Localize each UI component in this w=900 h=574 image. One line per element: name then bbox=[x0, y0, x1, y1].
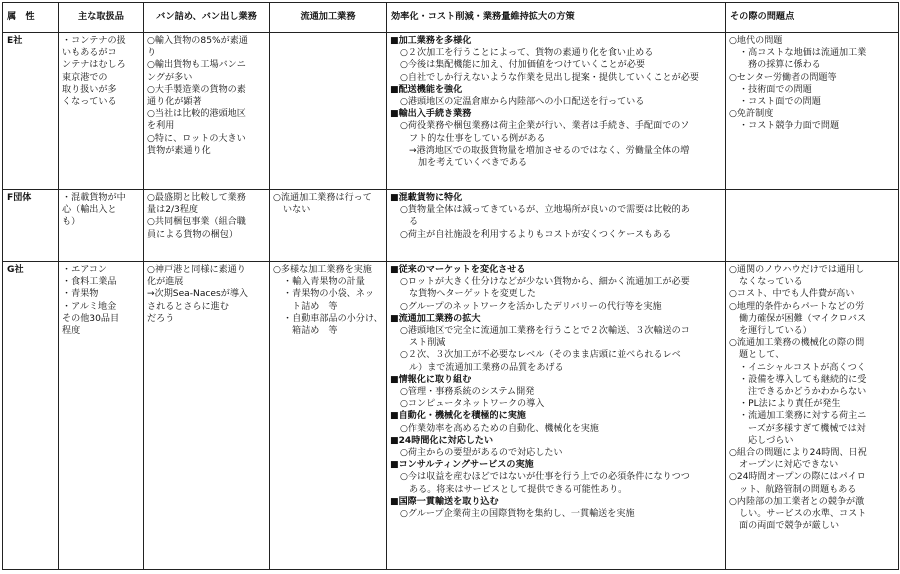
text-line: 貨物が素通り化 bbox=[147, 145, 211, 156]
text-line: ○神戸港と同様に素通り bbox=[147, 265, 246, 275]
table-row bbox=[3, 33, 899, 190]
text-line: ○コスト、中でも人件費が高い bbox=[729, 289, 855, 300]
text-line: ○当社は比較的港頭地区 bbox=[147, 109, 246, 120]
table-row bbox=[3, 190, 899, 262]
text-line: ・自動車部品の小分け、 bbox=[283, 313, 383, 324]
text-line: ○コンピュータネットワークの導入 bbox=[400, 399, 545, 410]
text-line: り bbox=[147, 48, 157, 59]
text-line: ○グループ企業荷主の国際貨物を集約し、一貫輸送を実施 bbox=[400, 509, 635, 520]
text-line: 働力確保が困難（マイクロバス bbox=[739, 313, 866, 324]
table-row bbox=[3, 262, 899, 570]
header-attribute: 属 性 bbox=[3, 3, 59, 33]
text-line: る bbox=[409, 217, 419, 228]
text-line: ○作業効率を高めるための自動化、機械化を実施 bbox=[400, 423, 599, 434]
text-line: ル）まで流通加工業務の品質をあげる bbox=[409, 362, 564, 373]
text-line: →次期Sea-Nacesが導入 bbox=[147, 289, 249, 300]
text-line: ○港頭地区で完全に流通加工業務を行うことで２次輸送、３次輸送のコ bbox=[400, 326, 690, 337]
problems-cell bbox=[726, 190, 899, 262]
section-heading: ■コンサルティングサービスの実施 bbox=[390, 460, 534, 471]
text-line: しい。サービスの水準、コスト bbox=[739, 509, 867, 520]
survey-table bbox=[2, 2, 899, 570]
text-line: ある。将来はサービスとして提供できる可能性あり。 bbox=[409, 484, 628, 495]
text-line: ○今は収益を産むほどではないが仕事を行う上での必須条件になりつつ bbox=[400, 472, 690, 483]
text-line: ○通関のノウハウだけでは通用し bbox=[729, 265, 865, 275]
processing-cell bbox=[270, 262, 387, 570]
attribute-cell: F団体 bbox=[3, 190, 59, 262]
text-line: ○最盛期と比較して業務 bbox=[147, 193, 246, 203]
text-line: 面の両面で競争が厳しい bbox=[739, 521, 840, 532]
text-line: →港湾地区での取扱貨物量を増加させるのではなく、労働量全体の増 bbox=[409, 145, 690, 156]
section-heading: ■自動化・機械化を積極的に実施 bbox=[390, 411, 526, 422]
text-line: 応しづらい bbox=[748, 435, 794, 446]
text-line: ・食料工業品 bbox=[62, 277, 117, 288]
text-line: ・イニシャルコストが高くつく bbox=[739, 362, 866, 373]
text-line: ○管理・事務系統のシステム開発 bbox=[400, 387, 535, 398]
text-line: ○ロットが大きく仕分けなどが少ない貨物から、細かく流通加工が必要 bbox=[400, 277, 690, 288]
section-heading: ■24時間化に対応したい bbox=[390, 435, 494, 446]
text-line: ト詰め 等 bbox=[292, 301, 338, 312]
text-line: ○荷主が自社施設を利用するよりもコストが安くつくケースもある bbox=[400, 229, 672, 240]
header-vanning: バン詰め、バン出し業務 bbox=[144, 3, 270, 33]
text-line: 程度 bbox=[62, 326, 81, 337]
text-line: ・混載貨物が中 bbox=[62, 193, 126, 203]
main-items-cell bbox=[59, 33, 144, 190]
text-line: ・流通加工業務に対する荷主ニ bbox=[739, 411, 867, 422]
text-line: ・アルミ地金 bbox=[62, 301, 117, 312]
text-line: を運行している） bbox=[739, 326, 812, 337]
section-heading: ■従来のマーケットを変化させる bbox=[390, 265, 526, 275]
processing-cell bbox=[270, 33, 387, 190]
text-line: 加を考えていくべきである bbox=[418, 158, 528, 169]
vanning-cell bbox=[144, 33, 270, 190]
main-items-cell bbox=[59, 262, 144, 570]
vanning-cell bbox=[144, 190, 270, 262]
main-items-cell bbox=[59, 190, 144, 262]
text-line: 化が進展 bbox=[147, 277, 184, 288]
text-line: ○多様な加工業務を実施 bbox=[273, 265, 372, 275]
text-line: ○24時間オープンの際にはパイロ bbox=[729, 472, 866, 483]
text-line: ○大手製造業の貨物の素 bbox=[147, 84, 246, 95]
text-line: ○港頭地区の定温倉庫から内陸部への小口配送を行っている bbox=[400, 97, 645, 108]
header-measures: 効率化・コスト削減・業務量維持拡大の方策 bbox=[387, 3, 726, 33]
text-line: も） bbox=[62, 217, 81, 228]
text-line: ・コスト競争力面で問題 bbox=[739, 121, 840, 132]
text-line: ○流通加工業務の機械化の際の問 bbox=[729, 338, 865, 349]
text-line: 員による貨物の梱包） bbox=[147, 229, 238, 240]
header-processing: 流通加工業務 bbox=[270, 3, 387, 33]
text-line: いない bbox=[283, 205, 311, 216]
text-line: ーズが多様すぎて機械では対 bbox=[748, 423, 866, 434]
text-line: 務の採算に係わる bbox=[748, 60, 821, 71]
vanning-cell bbox=[144, 262, 270, 570]
section-heading: ■配送機能を強化 bbox=[390, 84, 463, 95]
text-line: ・コンテナの扱 bbox=[62, 36, 126, 46]
header-problems: その際の問題点 bbox=[726, 3, 899, 33]
text-line: ○共同梱包事業（組合職 bbox=[147, 217, 246, 228]
text-line: ○センター労働者の問題等 bbox=[729, 72, 837, 83]
section-heading: ■輸出入手続き業務 bbox=[390, 109, 472, 120]
section-heading: ■流通加工業務の拡大 bbox=[390, 313, 481, 324]
text-line: ○内陸部の加工業者との競争が激 bbox=[729, 496, 865, 507]
text-line: されるとさらに進む bbox=[147, 301, 229, 312]
text-line: ○自社でしか行えないような作業を見出し提案・提供していくことが必要 bbox=[400, 72, 699, 83]
section-heading: ■国際一貫輸送を取り込む bbox=[390, 496, 499, 507]
header-row bbox=[3, 3, 899, 33]
measures-cell bbox=[387, 33, 726, 190]
text-line: ○地理的条件からパートなどの労 bbox=[729, 301, 865, 312]
text-line: ○免許制度 bbox=[729, 109, 774, 120]
text-line: ングが多い bbox=[147, 72, 193, 83]
text-line: ット、航路管制の問題もある bbox=[739, 484, 857, 495]
text-line: ンテナはむしろ bbox=[62, 60, 126, 71]
text-line: ○流通加工業務は行って bbox=[273, 193, 372, 203]
text-line: オープンに対応できない bbox=[739, 460, 839, 471]
processing-cell bbox=[270, 190, 387, 262]
text-line: ○輸入貨物の85%が素通 bbox=[147, 36, 248, 46]
measures-cell bbox=[387, 190, 726, 262]
attribute-cell: E社 bbox=[3, 33, 59, 190]
text-line: ○今後は集配機能に加え、付加価値をつけていくことが必要 bbox=[400, 60, 645, 71]
text-line: スト削減 bbox=[409, 338, 446, 349]
text-line: ○輸出貨物も工場バンニ bbox=[147, 60, 246, 71]
text-line: ○特に、ロットの大きい bbox=[147, 133, 246, 144]
text-line: ・青果物 bbox=[62, 289, 99, 300]
text-line: ・高コストな地価は流通加工業 bbox=[739, 48, 867, 59]
text-line: くなっている bbox=[62, 97, 117, 108]
section-heading: ■加工業務を多様化 bbox=[390, 36, 472, 46]
text-line: なくなっている bbox=[739, 277, 803, 288]
text-line: な貨物へターゲットを変更した bbox=[409, 289, 536, 300]
text-line: ○組合の問題により24時間、日祝 bbox=[729, 448, 867, 459]
text-line: 東京港での bbox=[62, 72, 108, 83]
text-line: ・技術面での問題 bbox=[739, 84, 812, 95]
text-line: 量は2/3程度 bbox=[147, 205, 199, 216]
text-line: ・エアコン bbox=[62, 265, 108, 275]
attribute-cell: G社 bbox=[3, 262, 59, 570]
text-line: 題として、 bbox=[739, 350, 785, 361]
survey-table-page bbox=[2, 2, 898, 570]
section-heading: ■情報化に取り組む bbox=[390, 374, 472, 385]
text-line: を利用 bbox=[147, 121, 175, 132]
text-line: 注できるかどうかわからない bbox=[748, 387, 867, 398]
problems-cell bbox=[726, 33, 899, 190]
text-line: 取り扱いが多 bbox=[62, 84, 117, 95]
text-line: フト的な仕事をしている例がある bbox=[409, 133, 546, 144]
problems-cell bbox=[726, 262, 899, 570]
text-line: ・輸入青果物の計量 bbox=[283, 277, 365, 288]
text-line: ・PL法により責任が発生 bbox=[739, 399, 841, 410]
text-line: ○２次、３次加工が不必要なレベル（そのまま店頭に並べられるレベ bbox=[400, 350, 681, 361]
section-heading: ■混載貨物に特化 bbox=[390, 193, 463, 203]
text-line: 心（輸出入と bbox=[62, 205, 117, 216]
text-line: だろう bbox=[147, 313, 175, 324]
text-line: ○地代の問題 bbox=[729, 36, 783, 46]
text-line: ・コスト面での問題 bbox=[739, 97, 821, 108]
text-line: ○荷役業務や梱包業務は荷主企業が行い、業者は手続き、手配面でのソ bbox=[400, 121, 690, 132]
text-line: 通り化が顕著 bbox=[147, 97, 202, 108]
text-line: ○グループのネットワークを活かしたデリバリーの代行等を実施 bbox=[400, 301, 662, 312]
text-line: その他30品目 bbox=[62, 313, 120, 324]
text-line: ・設備を導入しても継続的に受 bbox=[739, 374, 867, 385]
text-line: いもあるがコ bbox=[62, 48, 117, 59]
text-line: ○２次加工を行うことによって、貨物の素通り化を食い止める bbox=[400, 48, 654, 59]
text-line: ・青果物の小袋、ネッ bbox=[283, 289, 374, 300]
text-line: ○貨物量全体は減ってきているが、立地場所が良いので需要は比較的あ bbox=[400, 205, 690, 216]
text-line: 箱詰め 等 bbox=[292, 326, 338, 337]
text-line: ○荷主からの要望があるので対応したい bbox=[400, 448, 563, 459]
measures-cell bbox=[387, 262, 726, 570]
header-main-items: 主な取扱品 bbox=[59, 3, 144, 33]
